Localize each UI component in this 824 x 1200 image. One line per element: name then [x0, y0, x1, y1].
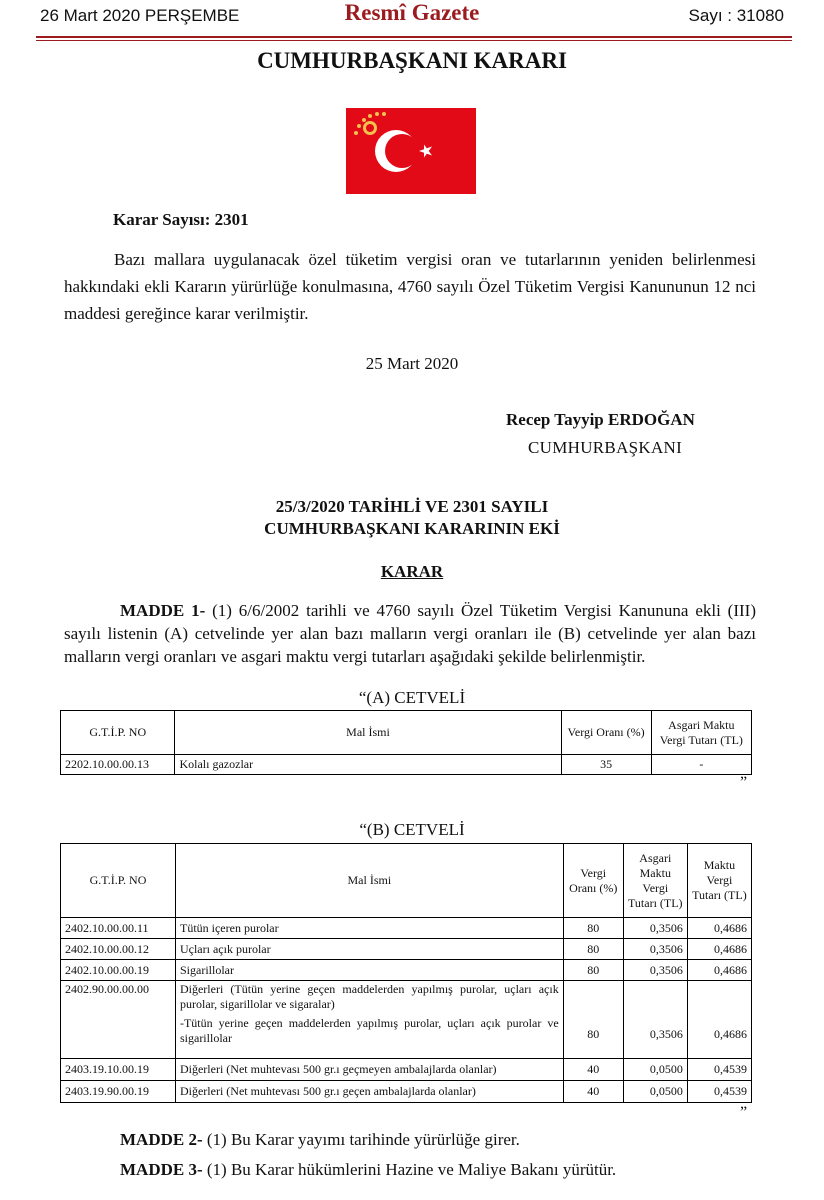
annex-title-line-1: 25/3/2020 TARİHLİ VE 2301 SAYILI: [275, 497, 549, 516]
product-name-cell: Kolalı gazozlar: [175, 755, 561, 775]
article-1-label: MADDE 1-: [120, 601, 206, 620]
gazette-issue-number: Sayı : 31080: [688, 6, 784, 25]
min-tax-cell: 0,0500: [623, 1059, 687, 1081]
table-row: [61, 960, 752, 981]
fixed-tax-cell: 0,4686: [687, 981, 751, 1059]
signer-name: Recep Tayyip ERDOĞAN: [506, 410, 695, 429]
table-row: [61, 755, 752, 775]
tax-rate-cell: 80: [563, 981, 623, 1059]
min-tax-cell: -: [651, 755, 751, 775]
table-row-group: [61, 981, 752, 1059]
gazette-date: 26 Mart 2020 PERŞEMBE: [40, 6, 240, 25]
tax-rate-cell: 40: [563, 1059, 623, 1081]
min-tax-cell: 0,0500: [623, 1081, 687, 1103]
fixed-tax-cell: 0,4686: [687, 918, 751, 939]
article-3-text: (1) Bu Karar hükümlerini Hazine ve Maliye Bakanı yürütür.: [202, 1160, 617, 1179]
column-header: Maktu Vergi Tutarı (TL): [687, 844, 751, 918]
schedule-a-title: “(A) CETVELİ: [358, 688, 466, 707]
schedule-a-closing-quote: ”: [740, 774, 748, 791]
annex-title: [0, 496, 824, 540]
table-header-row: [61, 844, 752, 918]
gazette-name: Resmî Gazete: [344, 0, 480, 25]
column-header: G.T.İ.P. NO: [61, 711, 175, 755]
header-divider-thin: [36, 40, 792, 41]
product-name-cell: Diğerleri (Net muhtevası 500 gr.ı geçmeyen ambalajlarda olanlar): [175, 1059, 563, 1081]
min-tax-cell: 0,3506: [623, 939, 687, 960]
product-name-cell: Diğerleri (Net muhtevası 500 gr.ı geçen ambalajlarda olanlar): [175, 1081, 563, 1103]
tax-rate-cell: 80: [563, 918, 623, 939]
schedule-b-closing-quote: ”: [740, 1104, 748, 1121]
document-title: CUMHURBAŞKANI KARARI: [257, 48, 567, 73]
product-name-main: Diğerleri (Tütün yerine geçen maddelerden yapılmış purolar, uçları açık purolar, sigarillolar ve sigaralar): [179, 982, 559, 1011]
fixed-tax-cell: 0,4686: [687, 939, 751, 960]
min-tax-cell: 0,3506: [623, 981, 687, 1059]
article-2-text: (1) Bu Karar yayımı tarihinde yürürlüğe girer.: [202, 1130, 520, 1149]
gtip-code-cell: 2402.10.00.00.12: [61, 939, 176, 960]
min-tax-cell: 0,3506: [623, 918, 687, 939]
column-header: G.T.İ.P. NO: [61, 844, 176, 918]
tax-rate-cell: 80: [563, 960, 623, 981]
column-header: Mal İsmi: [175, 844, 563, 918]
article-1: [64, 599, 756, 668]
tax-rate-cell: 40: [563, 1081, 623, 1103]
article-2-label: MADDE 2-: [120, 1130, 203, 1149]
column-header: Vergi Oranı (%): [563, 844, 623, 918]
column-header: Vergi Oranı (%): [561, 711, 651, 755]
gtip-code-cell: 2402.90.00.00.00: [61, 981, 176, 1059]
table-row: [61, 1081, 752, 1103]
column-header: Asgari Maktu Vergi Tutarı (TL): [651, 711, 751, 755]
article-1-text: (1) 6/6/2002 tarihli ve 4760 sayılı Özel Tüketim Vergisi Kanununa ekli (III) sayılı listenin (A) cetvelinde yer alan bazı malların vergi oranları ile (B) cetvelinde yer alan bazı malların vergi oranları ve asgari maktu vergi tutarları aşağıdaki şekilde belirlenmiştir.: [64, 601, 756, 666]
min-tax-cell: 0,3506: [623, 960, 687, 981]
column-header: Mal İsmi: [175, 711, 561, 755]
decree-number: Karar Sayısı: 2301: [113, 210, 249, 229]
tax-rate-cell: 35: [561, 755, 651, 775]
fixed-tax-cell: 0,4686: [687, 960, 751, 981]
article-3-label: MADDE 3-: [120, 1160, 203, 1179]
annex-title-line-2: CUMHURBAŞKANI KARARININ EKİ: [264, 519, 560, 538]
decree-intro-paragraph: Bazı mallara uygulanacak özel tüketim vergisi oran ve tutarlarının yeniden belirlenmesi hakkındaki ekli Kararın yürürlüğe konulmasına, 4760 sayılı Özel Tüketim Vergisi Kanununun 12 nci maddesi gereğince karar verilmiştir.: [64, 250, 756, 323]
gtip-code-cell: 2403.19.10.00.19: [61, 1059, 176, 1081]
gtip-code-cell: 2403.19.90.00.19: [61, 1081, 176, 1103]
karar-heading: KARAR: [380, 562, 444, 581]
column-header: Asgari Maktu Vergi Tutarı (TL): [623, 844, 687, 918]
fixed-tax-cell: 0,4539: [687, 1059, 751, 1081]
product-name-cell: [175, 981, 563, 1059]
fixed-tax-cell: 0,4539: [687, 1081, 751, 1103]
product-name-sub: -Tütün yerine geçen maddelerden yapılmış purolar, uçları açık purolar ve sigarillolar: [179, 1016, 559, 1045]
gtip-code-cell: 2402.10.00.00.19: [61, 960, 176, 981]
table-row: [61, 918, 752, 939]
gtip-code-cell: 2402.10.00.00.11: [61, 918, 176, 939]
schedule-b-table: [60, 843, 752, 1103]
schedule-b-title: “(B) CETVELİ: [359, 820, 465, 839]
product-name-cell: Sigarillolar: [175, 960, 563, 981]
table-header-row: [61, 711, 752, 755]
decree-date: 25 Mart 2020: [365, 354, 459, 373]
product-name-cell: Tütün içeren purolar: [175, 918, 563, 939]
table-row: [61, 939, 752, 960]
tax-rate-cell: 80: [563, 939, 623, 960]
product-name-cell: Uçları açık purolar: [175, 939, 563, 960]
header-divider: [36, 36, 792, 38]
presidential-flag-icon: [346, 108, 476, 194]
gtip-code-cell: 2202.10.00.00.13: [61, 755, 175, 775]
signer-title: CUMHURBAŞKANI: [528, 438, 683, 457]
schedule-a-table: [60, 710, 752, 775]
article-2: [120, 1130, 520, 1150]
table-row: [61, 1059, 752, 1081]
article-3: [120, 1160, 616, 1180]
